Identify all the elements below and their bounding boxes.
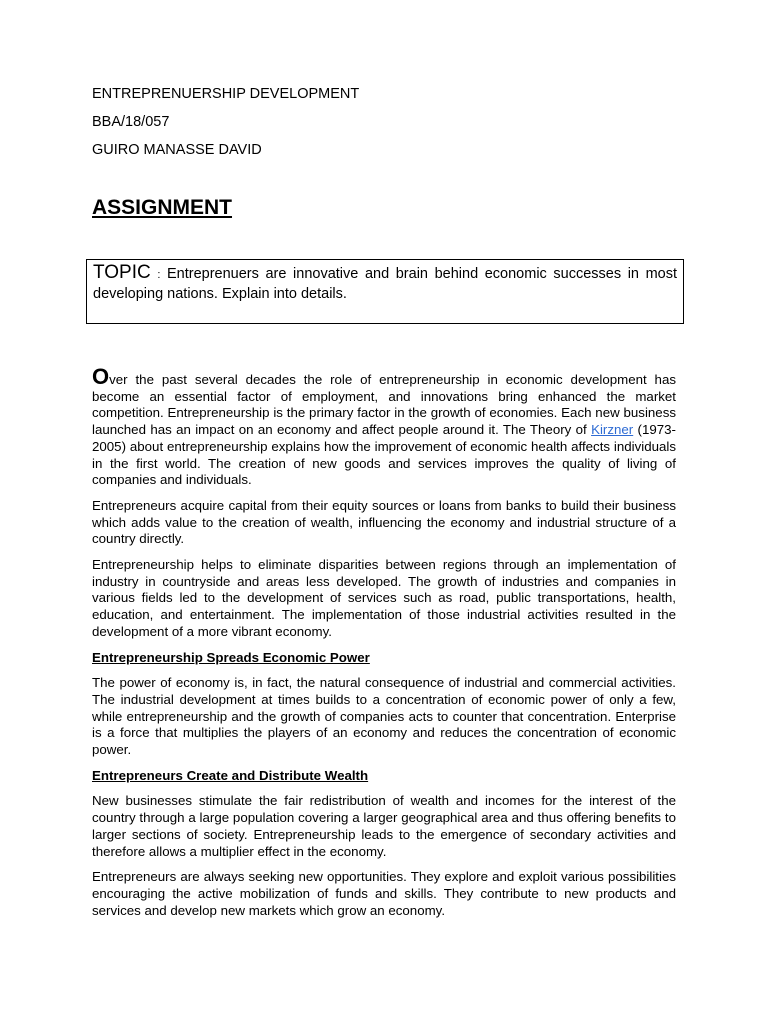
paragraph-economic-power: The power of economy is, in fact, the natural consequence of industrial and commercial activities. The industrial development at times builds to a concentration of economic power of only a few, while entrepreneurship and the growth of companies acts to counter that concentration. Enterprise is a force that multiplies the players of an economy and reduces the concentration of economic power. bbox=[92, 675, 676, 758]
paragraph-disparities: Entrepreneurship helps to eliminate disparities between regions through an implementation of industry in countryside and areas less developed. The growth of industries and companies in various fields led to the development of services such as road, public transportations, health, education, and entertainment. The implementation of those industrial activities resulted in the development of a more vibrant economy. bbox=[92, 557, 676, 639]
kirzner-link[interactable]: Kirzner bbox=[591, 422, 634, 438]
paragraph-intro bbox=[92, 364, 676, 489]
paragraph-intro-text-2: (1973-2005) about entrepreneurship explains how the improvement of economic health affects individuals in the first world. The creation of new goods and services improves the quality of living of companies and individuals. bbox=[92, 422, 676, 488]
paragraph-wealth: New businesses stimulate the fair redistribution of wealth and incomes for the interest of the country through a large population covering a larger geographical area and thus offering benefits to larger sections of society. Entrepreneurship leads to the emergence of secondary activities and therefore allows a multiplier effect in the economy. bbox=[92, 793, 676, 859]
topic-paragraph bbox=[93, 263, 677, 304]
paragraph-capital: Entrepreneurs acquire capital from their equity sources or loans from banks to build their business which adds value to the creation of wealth, influencing the economy and industrial structure of a country directly. bbox=[92, 497, 676, 547]
topic-text: Entreprenuers are innovative and brain behind economic successes in most developing nations. Explain into details. bbox=[93, 266, 678, 302]
topic-box bbox=[86, 259, 684, 324]
assignment-title: ASSIGNMENT bbox=[92, 196, 233, 219]
registration-number: BBA/18/057 bbox=[92, 114, 170, 130]
student-name: GUIRO MANASSE DAVID bbox=[92, 142, 262, 158]
paragraph-opportunities: Entrepreneurs are always seeking new opportunities. They explore and exploit various possibilities encouraging the active mobilization of funds and skills. They contribute to new products and services and develop new markets which grow an economy. bbox=[92, 869, 676, 918]
topic-label: TOPIC bbox=[93, 262, 151, 283]
section-heading-wealth: Entrepreneurs Create and Distribute Wealth bbox=[92, 767, 369, 783]
paragraph-intro-text-1: ver the past several decades the role of entrepreneurship in economic development has become an essential factor of employment, and innovations bring enhanced the market competition. Entrepreneurship is the primary factor in the growth of economies. Each new business launched has an impact on an economy and affect people around it. The Theory of bbox=[92, 372, 676, 438]
document-body bbox=[92, 364, 676, 928]
course-title: ENTREPRENUERSHIP DEVELOPMENT bbox=[92, 86, 360, 102]
section-heading-economic-power: Entrepreneurship Spreads Economic Power bbox=[92, 649, 370, 665]
drop-cap: O bbox=[92, 364, 110, 389]
topic-separator: : bbox=[157, 269, 161, 281]
